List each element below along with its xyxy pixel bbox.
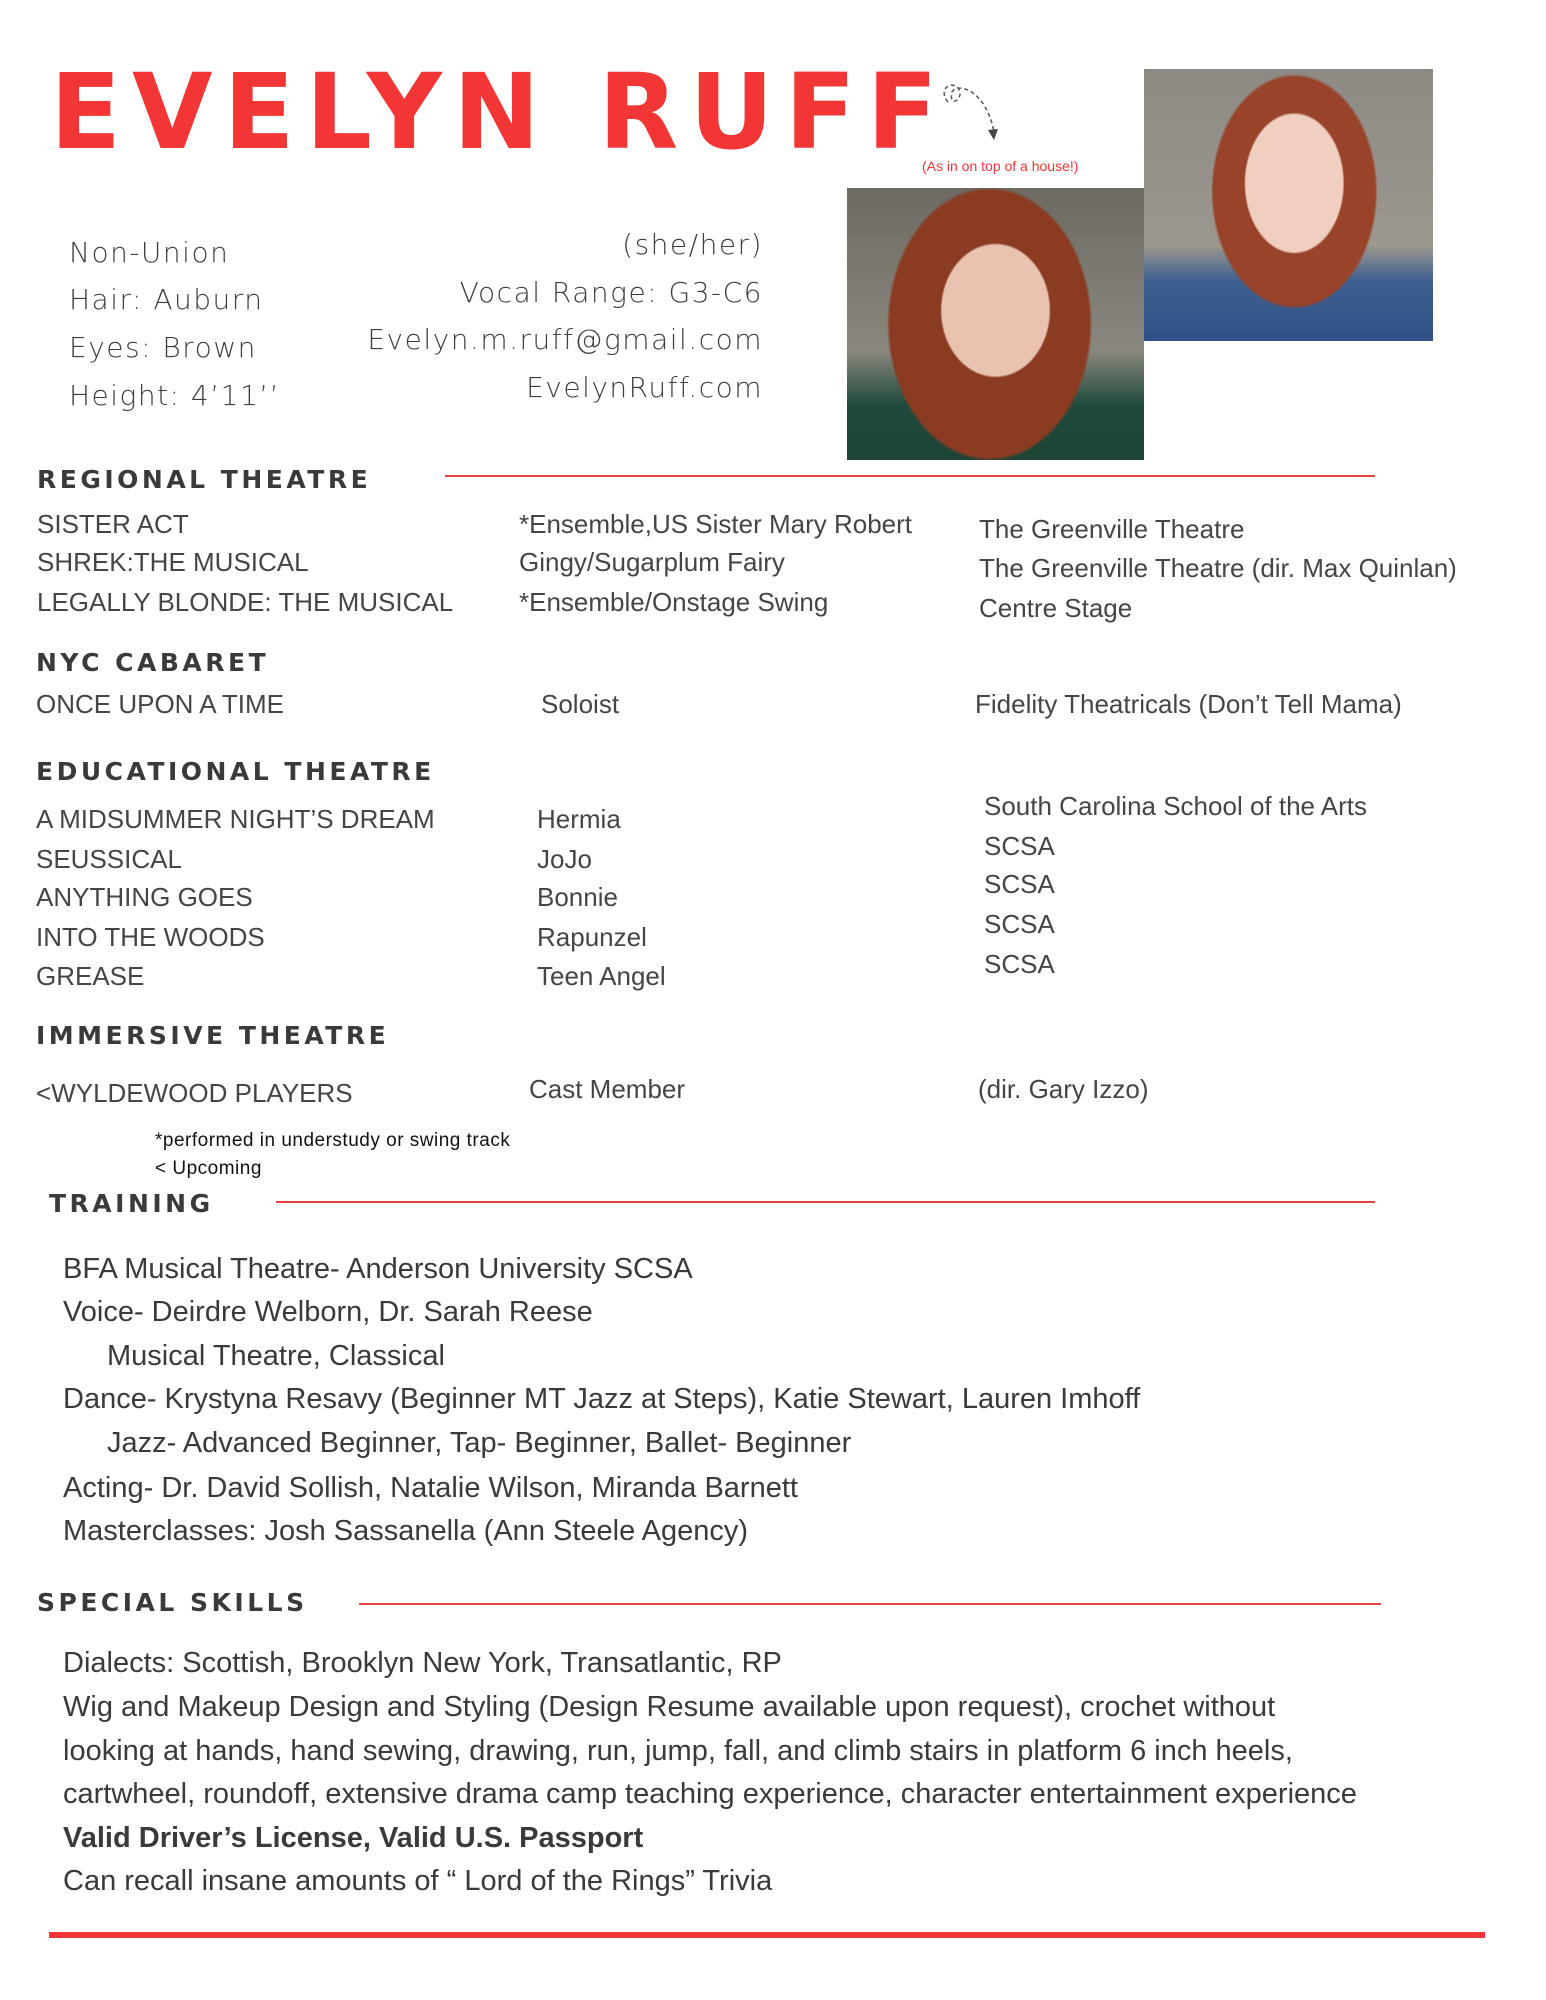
role: Soloist [541,689,620,719]
training-line: Jazz- Advanced Beginner, Tap- Beginner, Ballet- Beginner [107,1427,852,1459]
venue: (dir. Gary Izzo) [978,1074,1149,1104]
pronunciation-note: (As in on top of a house!) [922,158,1079,174]
role: Teen Angel [537,961,666,991]
training-line: Masterclasses: Josh Sassanella (Ann Steele Agency) [63,1515,749,1547]
height: Height: 4’11’’ [69,379,281,412]
website-link[interactable]: EvelynRuff.com [526,371,763,404]
show-title: SEUSSICAL [36,844,182,874]
headshot-photo-2 [1144,69,1433,341]
role: Gingy/Sugarplum Fairy [519,547,785,577]
venue: SCSA [984,949,1055,979]
training-line: Musical Theatre, Classical [107,1340,445,1372]
footnote-upcoming: < Upcoming [155,1158,262,1179]
training-line: Dance- Krystyna Resavy (Beginner MT Jazz at Steps), Katie Stewart, Lauren Imhoff [63,1383,1141,1415]
union-status: Non-Union [69,236,230,269]
venue: The Greenville Theatre [979,514,1245,544]
hair-color: Hair: Auburn [69,283,264,316]
section-heading-regional: REGIONAL THEATRE [37,465,372,494]
divider [276,1201,1375,1203]
section-heading-immersive: IMMERSIVE THEATRE [36,1021,390,1050]
venue: Fidelity Theatricals (Don’t Tell Mama) [975,689,1402,719]
show-title: SHREK:THE MUSICAL [37,547,309,577]
role: Rapunzel [537,922,647,952]
pronouns: (she/her) [622,228,763,261]
show-title: ANYTHING GOES [36,882,253,912]
show-title: GREASE [36,961,145,991]
email-link[interactable]: Evelyn.m.ruff@gmail.com [367,323,763,356]
show-title: SISTER ACT [37,509,189,539]
role: *Ensemble,US Sister Mary Robert [519,509,913,539]
role: JoJo [537,844,592,874]
venue: The Greenville Theatre (dir. Max Quinlan) [979,553,1457,583]
role: Hermia [537,804,621,834]
footnote-understudy: *performed in understudy or swing track [155,1130,511,1151]
venue: SCSA [984,869,1055,899]
dashed-arrow-icon [936,80,1016,150]
section-heading-educational: EDUCATIONAL THEATRE [36,757,435,786]
show-title: A MIDSUMMER NIGHT’S DREAM [36,804,435,834]
show-title: ONCE UPON A TIME [36,689,285,719]
training-line: BFA Musical Theatre- Anderson University SCSA [63,1253,693,1285]
bottom-divider [49,1932,1485,1938]
venue: SCSA [984,909,1055,939]
training-line: Voice- Deirdre Welborn, Dr. Sarah Reese [63,1296,593,1328]
section-heading-skills: SPECIAL SKILLS [37,1588,308,1617]
section-heading-training: TRAINING [49,1189,214,1218]
headshot-photo-1 [847,188,1144,460]
show-title: INTO THE WOODS [36,922,265,952]
skills-line: Wig and Makeup Design and Styling (Design Resume available upon request), crochet without [63,1691,1276,1723]
venue: SCSA [984,831,1055,861]
show-title: LEGALLY BLONDE: THE MUSICAL [37,587,454,617]
skills-line: looking at hands, hand sewing, drawing, run, jump, fall, and climb stairs in platform 6 inch heels, [63,1735,1293,1767]
role: Bonnie [537,882,618,912]
resume-name: EVELYN RUFF [50,51,949,173]
divider [445,475,1375,477]
eye-color: Eyes: Brown [69,331,257,364]
skills-line: Can recall insane amounts of “ Lord of the Rings” Trivia [63,1865,773,1897]
skills-line: cartwheel, roundoff, extensive drama camp teaching experience, character entertainment experience [63,1778,1357,1810]
skills-line-licenses: Valid Driver’s License, Valid U.S. Passport [63,1822,644,1854]
venue: Centre Stage [979,593,1133,623]
role: *Ensemble/Onstage Swing [519,587,829,617]
show-title: <WYLDEWOOD PLAYERS [36,1078,353,1108]
skills-line: Dialects: Scottish, Brooklyn New York, Transatlantic, RP [63,1647,782,1679]
venue: South Carolina School of the Arts [984,791,1368,821]
divider [359,1603,1381,1605]
role: Cast Member [529,1074,686,1104]
section-heading-cabaret: NYC CABARET [36,648,270,677]
training-line: Acting- Dr. David Sollish, Natalie Wilson, Miranda Barnett [63,1472,798,1504]
vocal-range: Vocal Range: G3-C6 [459,276,763,309]
